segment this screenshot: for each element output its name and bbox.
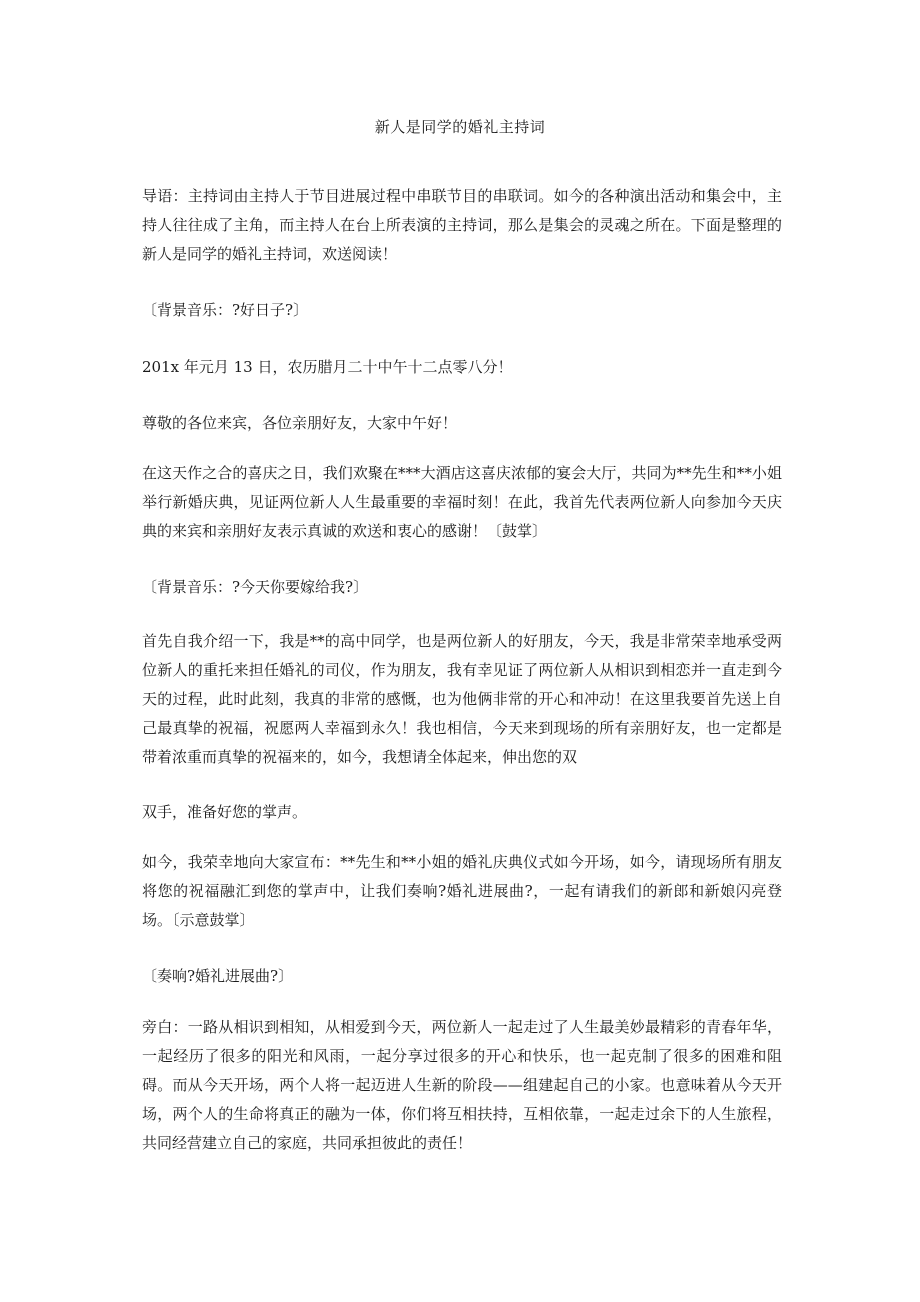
paragraph-wedding-march: 〔奏响?婚礼进展曲?〕 [142, 967, 294, 985]
document-title: 新人是同学的婚礼主持词 [374, 118, 546, 136]
paragraph-greeting: 尊敬的各位来宾，各位亲朋好友，大家中午好！ [142, 414, 458, 432]
paragraph-welcome: 在这天作之合的喜庆之日，我们欢聚在***大酒店这喜庆浓郁的宴会大厅，共同为**先生和**小姐举行新婚庆典，见证两位新人人生最重要的幸福时刻！在此，我首先代表两位新人向参加今天庆典的来宾和亲朋好友表示真诚的欢送和衷心的感谢！〔鼓掌〕 [142, 464, 782, 540]
paragraph-applause: 双手，准备好您的掌声。 [142, 803, 308, 821]
paragraph-narration: 旁白：一路从相识到相知，从相爱到今天，两位新人一起走过了人生最美妙最精彩的青春年华，一起经历了很多的阳光和风雨，一起分享过很多的开心和快乐，也一起克制了很多的困难和阻碍。而从今天开场，两个人将一起迈进人生新的阶段——组建起自己的小家。也意味着从今天开场，两个人的生命将真正的融为一体，你们将互相扶持，互相依靠，一起走过余下的人生旅程，共同经营建立自己的家庭，共同承担彼此的责任！ [142, 1018, 782, 1152]
paragraph-bg-music-2: 〔背景音乐：?今天你要嫁给我?〕 [142, 578, 369, 596]
paragraph-self-intro: 首先自我介绍一下，我是**的高中同学，也是两位新人的好朋友，今天，我是非常荣幸地承受两位新人的重托来担任婚礼的司仪，作为朋友，我有幸见证了两位新人从相识到相恋并一直走到今天的过程，此时此刻，我真的非常的感慨，也为他俩非常的开心和冲动！在这里我要首先送上自己最真挚的祝福，祝愿两人幸福到永久！我也相信，今天来到现场的所有亲朋好友，也一定都是带着浓重而真挚的祝福来的，如今，我想请全体起来，伸出您的双 [142, 632, 782, 766]
paragraph-bg-music-1: 〔背景音乐：?好日子?〕 [142, 301, 309, 319]
paragraph-intro: 导语：主持词由主持人于节目进展过程中串联节目的串联词。如今的各种演出活动和集会中，主持人往往成了主角，而主持人在台上所表演的主持词，那么是集会的灵魂之所在。下面是整理的新人是同学的婚礼主持词，欢送阅读！ [142, 187, 782, 263]
paragraph-date: 201x 年元月 13 日，农历腊月二十中午十二点零八分！ [142, 358, 513, 376]
paragraph-announcement: 如今，我荣幸地向大家宣布：**先生和**小姐的婚礼庆典仪式如今开场，如今，请现场所有朋友将您的祝福融汇到您的掌声中，让我们奏响?婚礼进展曲?，一起有请我们的新郎和新娘闪亮登场。〔示意鼓掌〕 [142, 853, 782, 929]
